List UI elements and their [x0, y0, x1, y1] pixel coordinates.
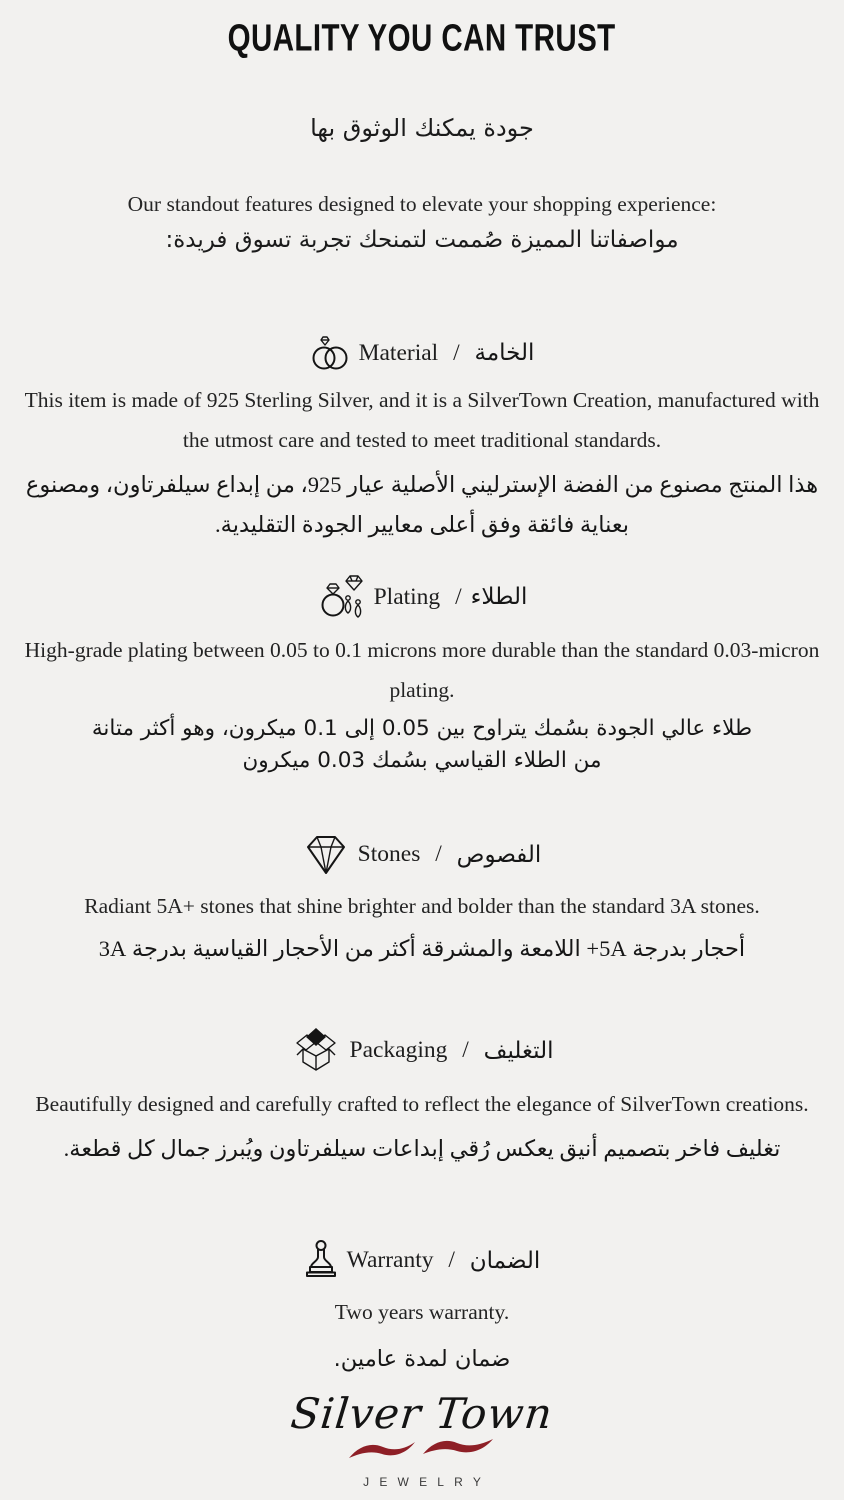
section-title-en: Material [358, 339, 439, 366]
title-separator: / [456, 1037, 475, 1064]
section-body-english: High-grade plating between 0.05 to 0.1 microns more durable than the standard 0.03-micron plating. [24, 638, 820, 703]
section-body-arabic: ضمان لمدة عامين. [333, 1345, 511, 1372]
title-separator: / [429, 841, 448, 868]
brand-logo [0, 1388, 844, 1489]
diamond-icon [303, 833, 349, 877]
brand-logo-wordmark: Silver Town [288, 1388, 556, 1438]
section-body-english: Two years warranty. [334, 1299, 510, 1324]
section-title-ar: الضمان [469, 1247, 541, 1274]
page-header [0, 0, 844, 253]
section-stones-heading [0, 833, 844, 877]
section-packaging [0, 1027, 844, 1169]
section-warranty-heading [0, 1239, 844, 1283]
section-body-arabic: هذا المنتج مصنوع من الفضة الإسترليني الأصلية عيار 925، من إبداع سيلفرتاون، ومصنوع بعناية فائقة وفق أعلى معايير الجودة التقليدية. [25, 471, 819, 538]
intro-text-english: Our standout features designed to elevate your shopping experience: [127, 192, 717, 216]
stamp-icon [304, 1239, 338, 1283]
section-title-en: Stones [357, 841, 421, 868]
section-title-en: Packaging [349, 1037, 448, 1064]
section-body-arabic: أحجار بدرجة 5A+ اللامعة والمشرقة أكثر من الأحجار القياسية بدرجة 3A [98, 935, 746, 961]
section-body-english: Beautifully designed and carefully crafted to reflect the elegance of SilverTown creations. [35, 1091, 809, 1116]
section-body-arabic: تغليف فاخر بتصميم أنيق يعكس رُقي إبداعات سيلفرتاون ويُبرز جمال كل قطعة. [63, 1135, 781, 1161]
section-title-ar: التغليف [483, 1037, 554, 1064]
title-separator: / [447, 339, 466, 366]
wedding-rings-icon [310, 335, 350, 371]
section-plating [0, 573, 844, 777]
section-material-heading [0, 335, 844, 371]
section-body-english: Radiant 5A+ stones that shine brighter and bolder than the standard 3A stones. [84, 893, 760, 918]
section-body-english: This item is made of 925 Sterling Silver, and it is a SilverTown Creation, manufactured with the utmost care and tested to meet traditional standards. [24, 388, 820, 452]
brand-logo-swoosh [347, 1437, 497, 1463]
section-title-ar: الطلاء [470, 584, 528, 611]
section-warranty [0, 1239, 844, 1379]
section-title-en: Warranty [346, 1247, 434, 1274]
open-box-icon [291, 1027, 341, 1075]
section-title-ar: الخامة [474, 340, 535, 366]
section-plating-heading [0, 573, 844, 621]
section-stones [0, 833, 844, 969]
jewelry-set-icon [317, 573, 365, 621]
intro-text-arabic: مواصفاتنا المميزة صُممت لتمنحك تجربة تسوق فريدة: [165, 227, 679, 253]
section-body-arabic: طلاء عالي الجودة بسُمك يتراوح بين 0.05 إلى 0.1 ميكرون، وهو أكثر متانة من الطلاء القياسي بسُمك 0.03 ميكرون [91, 716, 753, 773]
title-separator: / [442, 1247, 461, 1274]
section-material [0, 335, 844, 545]
title-separator: / [449, 583, 462, 610]
brand-logo-subtext: JEWELRY [363, 1474, 492, 1489]
page-title: QUALITY YOU CAN TRUST [227, 16, 617, 60]
section-title-ar: الفصوص [456, 841, 542, 868]
page-subtitle-arabic: جودة يمكنك الوثوق بها [310, 114, 534, 142]
section-title-en: Plating [373, 583, 441, 610]
section-packaging-heading [0, 1027, 844, 1075]
